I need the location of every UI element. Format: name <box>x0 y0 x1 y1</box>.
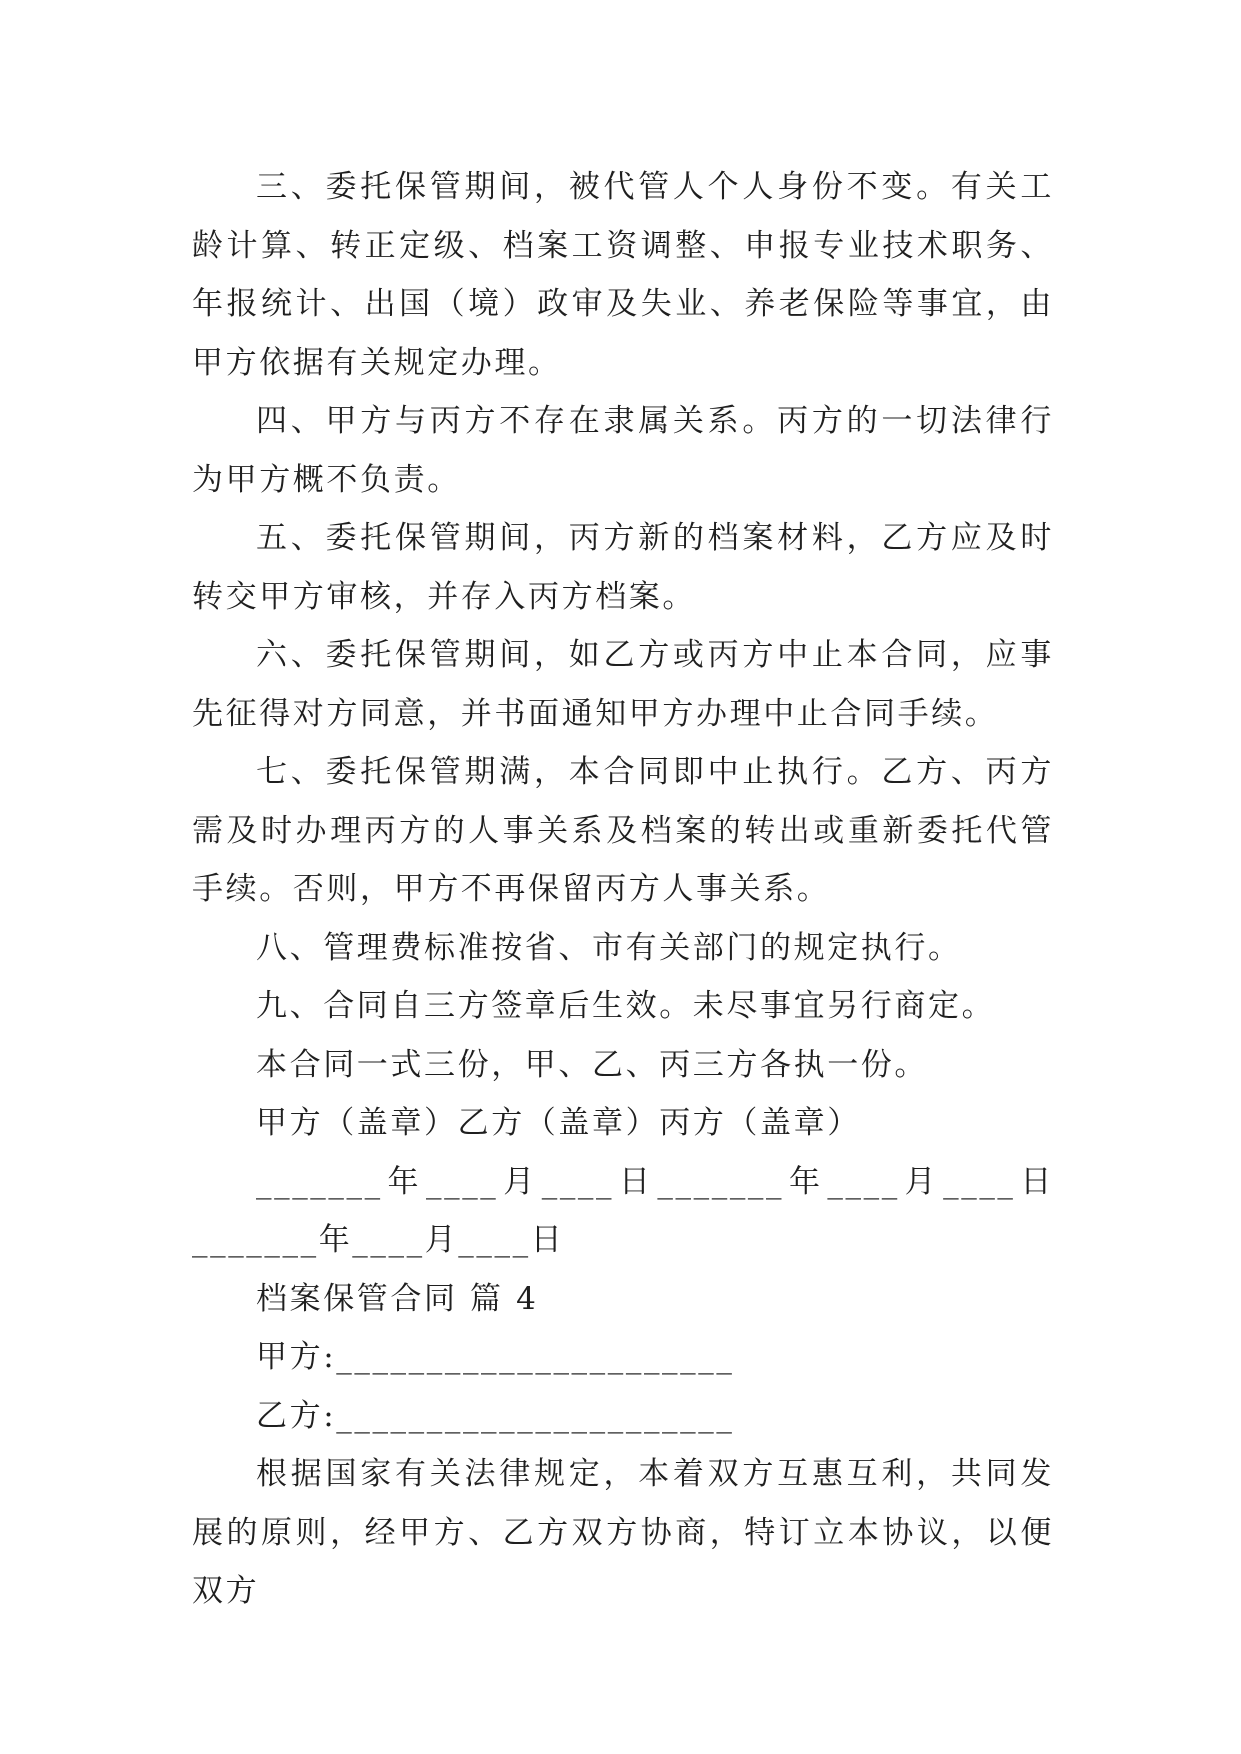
clause-8: 八、管理费标准按省、市有关部门的规定执行。 <box>256 929 962 966</box>
clause-9: 九、合同自三方签章后生效。未尽事宜另行商定。 <box>256 988 996 1024</box>
clause-5: 五、委托保管期间，丙方新的档案材料，乙方应及时转交甲方审核，并存入丙方档案。 <box>192 520 1054 615</box>
clause-7: 七、委托保管期满，本合同即中止执行。乙方、丙方需及时办理丙方的人事关系及档案的转出或重新委托代管手续。否则，甲方不再保留丙方人事关系。 <box>192 754 1054 907</box>
date-line: _______年____月____日_______年____月____日_______年____月____日 <box>192 1163 1054 1258</box>
copies-statement: 本合同一式三份，甲、乙、丙三方各执一份。 <box>256 1046 928 1083</box>
preamble: 根据国家有关法律规定，本着双方互惠互利，共同发展的原则，经甲方、乙方双方协商，特订立本协议，以便双方 <box>192 1456 1054 1609</box>
party-b-line: 乙方:______________________ <box>256 1397 735 1434</box>
clause-6: 六、委托保管期间，如乙方或丙方中止本合同，应事先征得对方同意，并书面通知甲方办理中止合同手续。 <box>192 637 1054 732</box>
party-a-line: 甲方:______________________ <box>256 1339 735 1375</box>
clause-3: 三、委托保管期间，被代管人个人身份不变。有关工龄计算、转正定级、档案工资调整、申报专业技术职务、年报统计、出国（境）政审及失业、养老保险等事宜，由甲方依据有关规定办理。 <box>192 169 1054 381</box>
section-title: 档案保管合同 篇 4 <box>256 1280 539 1317</box>
document-body <box>192 158 1054 1621</box>
clause-4: 四、甲方与丙方不存在隶属关系。丙方的一切法律行为甲方概不负责。 <box>192 403 1054 498</box>
seal-line: 甲方（盖章）乙方（盖章）丙方（盖章） <box>256 1105 861 1141</box>
